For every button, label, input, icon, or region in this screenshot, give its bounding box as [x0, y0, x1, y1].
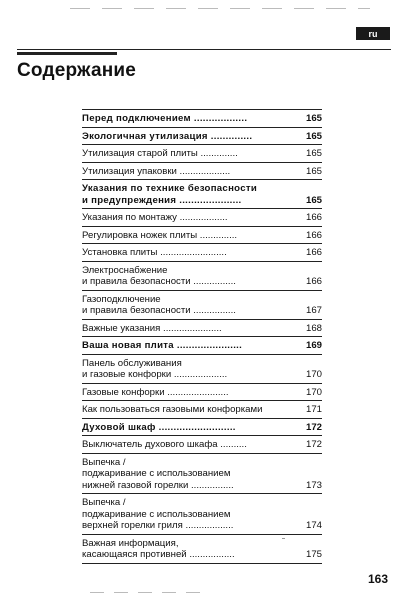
decorative-mark: [282, 538, 285, 539]
language-badge: ru: [356, 27, 390, 40]
toc-entry-label: Утилизация упаковки ...................: [82, 165, 231, 177]
toc-entry: [82, 262, 322, 291]
toc-entry-label: Выключатель духового шкафа ..........: [82, 439, 247, 450]
toc-entry-label: Выпечка / поджаривание с использованием верхней горелки гриля ..................: [82, 497, 234, 531]
toc-entry: [82, 110, 322, 128]
toc-entry: [82, 355, 322, 384]
toc-entry: [82, 384, 322, 402]
toc-entry: [82, 180, 322, 209]
toc-entry: [82, 401, 322, 419]
toc-entry-page: 170: [305, 386, 322, 398]
toc-entry: [82, 209, 322, 227]
toc-entry-page: 173: [305, 479, 322, 491]
toc-entry: [82, 494, 322, 535]
toc-entry-page: 175: [305, 549, 322, 560]
page-number: 163: [368, 572, 389, 586]
toc-entry-label: Экологичная утилизация ..............: [82, 130, 253, 142]
toc-entry: [82, 244, 322, 262]
toc-entry-label: Выпечка / поджаривание с использованием нижней газовой горелки ................: [82, 456, 234, 491]
toc-entry: [82, 436, 322, 454]
toc-entry-page: 171: [305, 404, 322, 415]
toc-entry-page: 166: [305, 212, 322, 223]
toc-entry: [82, 454, 322, 495]
toc-entry-page: 166: [305, 247, 322, 258]
toc-entry-page: 165: [305, 165, 322, 177]
toc-entry: [82, 163, 322, 181]
toc-entry: [82, 320, 322, 338]
toc-entry-label: Газоподключение и правила безопасности ................: [82, 293, 236, 316]
toc-entry-page: 165: [305, 148, 322, 159]
table-of-contents: [82, 109, 322, 564]
toc-entry-label: Духовой шкаф ..........................: [82, 421, 236, 433]
toc-entry-page: 167: [305, 305, 322, 316]
toc-entry-page: 172: [305, 439, 322, 450]
toc-entry-label: Ваша новая плита ......................: [82, 340, 243, 351]
toc-entry-label: Важные указания ......................: [82, 322, 222, 334]
bottom-decorative-line: [90, 592, 210, 593]
header-rule: [17, 49, 391, 50]
toc-entry: [82, 419, 322, 437]
toc-entry-label: Регулировка ножек плиты ..............: [82, 229, 238, 241]
toc-entry: [82, 535, 322, 564]
top-decorative-line: [70, 8, 370, 9]
toc-entry-label: Установка плиты .........................: [82, 247, 227, 258]
toc-entry-label: Важная информация, касающаяся противней .................: [82, 537, 235, 560]
toc-entry-page: 170: [305, 369, 322, 380]
toc-entry: [82, 227, 322, 245]
toc-entry-page: 165: [305, 130, 322, 142]
toc-entry-label: Перед подключением ..................: [82, 113, 248, 124]
toc-entry-label: Электроснабжение и правила безопасности ................: [82, 264, 236, 287]
toc-entry-label: Указания по монтажу ..................: [82, 212, 228, 223]
toc-entry-page: 172: [305, 421, 322, 433]
toc-entry-label: Как пользоваться газовыми конфорками: [82, 404, 263, 415]
toc-entry-page: 165: [305, 113, 322, 124]
toc-entry-page: 165: [305, 194, 322, 206]
toc-entry: [82, 128, 322, 146]
toc-entry-page: 174: [305, 520, 322, 531]
toc-entry-page: 166: [305, 229, 322, 241]
toc-entry-page: 169: [305, 340, 322, 351]
toc-entry: [82, 337, 322, 355]
toc-entry-label: Панель обслуживания и газовые конфорки ....................: [82, 357, 228, 380]
toc-entry-page: 166: [305, 276, 322, 287]
toc-entry: [82, 145, 322, 163]
toc-entry-label: Утилизация старой плиты ..............: [82, 148, 238, 159]
toc-entry: [82, 291, 322, 320]
header-rule-accent: [17, 52, 117, 55]
toc-entry-label: Указания по технике безопасности и предупреждения .....................: [82, 183, 258, 206]
toc-entry-page: 168: [305, 322, 322, 334]
page-title: Содержание: [17, 60, 137, 81]
toc-entry-label: Газовые конфорки .......................: [82, 386, 229, 398]
